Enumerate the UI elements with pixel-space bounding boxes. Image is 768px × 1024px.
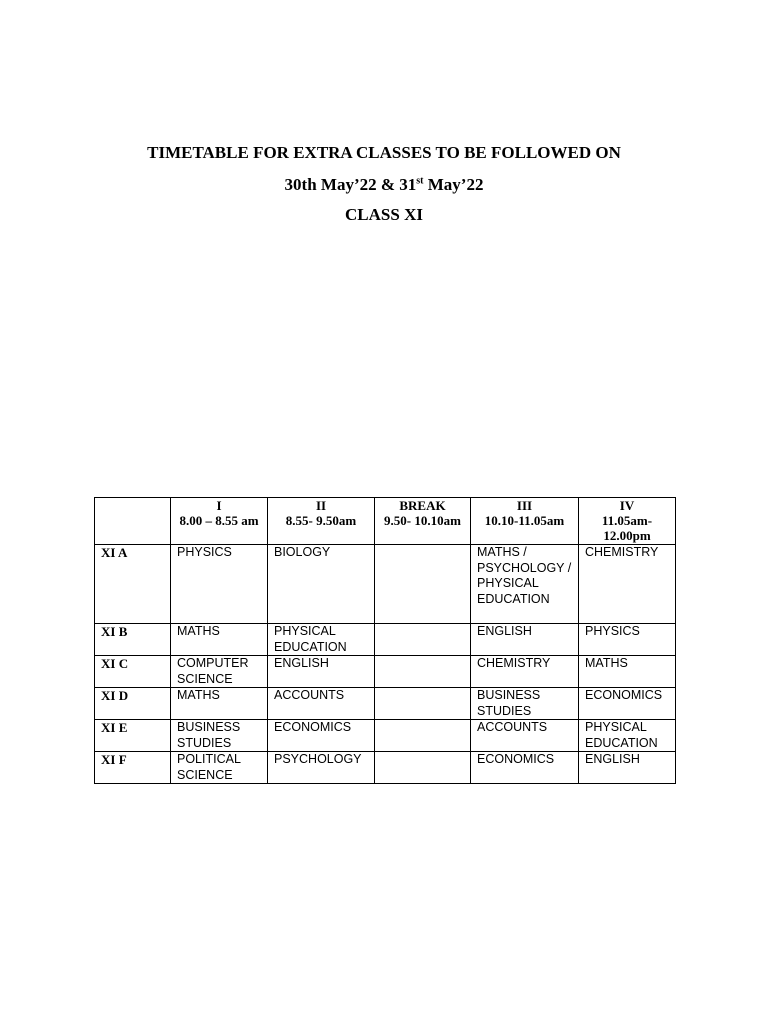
header-break [375, 498, 471, 545]
period-time: 8.55- 9.50am [285, 513, 357, 528]
break-cell [375, 688, 471, 720]
header-period-3 [471, 498, 579, 545]
subject-cell: ENGLISH [268, 656, 375, 688]
break-cell [375, 624, 471, 656]
subject-cell: POLITICAL SCIENCE [171, 752, 268, 784]
period-name: II [315, 498, 327, 513]
subject-cell: MATHS [579, 656, 676, 688]
header-corner [95, 498, 171, 545]
header-period-2 [268, 498, 375, 545]
period-name: BREAK [399, 498, 446, 513]
period-time: 8.00 – 8.55 am [179, 513, 259, 528]
period-name: IV [619, 498, 635, 513]
table-row [95, 545, 676, 624]
table-row [95, 688, 676, 720]
title-line-1: TIMETABLE FOR EXTRA CLASSES TO BE FOLLOWED ON [147, 143, 621, 162]
table-row [95, 752, 676, 784]
subject-cell: ENGLISH [471, 624, 579, 656]
period-name: I [216, 498, 222, 513]
subject-cell: PHYSICS [579, 624, 676, 656]
subject-cell: PSYCHOLOGY [268, 752, 375, 784]
subject-cell: ACCOUNTS [471, 720, 579, 752]
break-cell [375, 656, 471, 688]
period-time: 9.50- 10.10am [384, 513, 461, 528]
subject-cell: BUSINESS STUDIES [471, 688, 579, 720]
class-cell: XI A [95, 545, 171, 624]
break-cell [375, 545, 471, 624]
table-row [95, 656, 676, 688]
subject-cell: BIOLOGY [268, 545, 375, 624]
title-line-class: CLASS XI [345, 205, 423, 224]
subject-cell: ACCOUNTS [268, 688, 375, 720]
subject-cell: MATHS / PSYCHOLOGY / PHYSICAL EDUCATION [471, 545, 579, 624]
subject-cell: BUSINESS STUDIES [171, 720, 268, 752]
subject-cell: COMPUTER SCIENCE [171, 656, 268, 688]
dates-superscript: st [416, 175, 424, 187]
period-time: 10.10-11.05am [484, 513, 565, 528]
subject-cell: CHEMISTRY [471, 656, 579, 688]
class-cell: XI F [95, 752, 171, 784]
title-line-dates [0, 175, 768, 195]
timetable [94, 497, 676, 784]
header-row [95, 498, 676, 545]
period-name: III [516, 498, 533, 513]
class-cell: XI B [95, 624, 171, 656]
table-row [95, 720, 676, 752]
class-cell: XI C [95, 656, 171, 688]
break-cell [375, 720, 471, 752]
class-cell: XI D [95, 688, 171, 720]
subject-cell: PHYSICS [171, 545, 268, 624]
dates-text-b: May’22 [423, 175, 484, 194]
subject-cell: MATHS [171, 688, 268, 720]
dates-text-a: 30th May’22 & 31 [284, 175, 417, 194]
class-cell: XI E [95, 720, 171, 752]
subject-cell: PHYSICAL EDUCATION [579, 720, 676, 752]
break-cell [375, 752, 471, 784]
header-period-4 [579, 498, 676, 545]
subject-cell: MATHS [171, 624, 268, 656]
subject-cell: ECONOMICS [579, 688, 676, 720]
subject-cell: ECONOMICS [471, 752, 579, 784]
subject-cell: PHYSICAL EDUCATION [268, 624, 375, 656]
subject-cell: ENGLISH [579, 752, 676, 784]
subject-cell: CHEMISTRY [579, 545, 676, 624]
period-time: 11.05am- 12.00pm [601, 513, 653, 543]
header-period-1 [171, 498, 268, 545]
subject-cell: ECONOMICS [268, 720, 375, 752]
table-row [95, 624, 676, 656]
